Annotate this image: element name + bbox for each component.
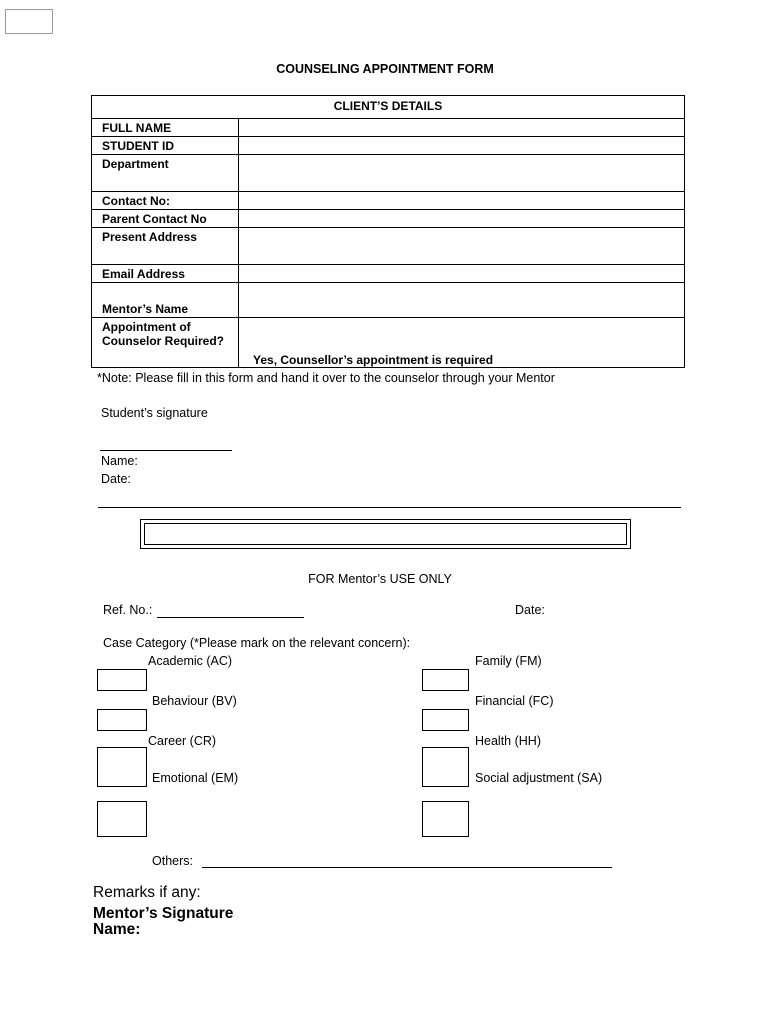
checkbox-career[interactable]: [97, 747, 147, 787]
section-divider: [98, 507, 681, 508]
present-address-input[interactable]: [239, 228, 685, 265]
field-label-department: Department: [92, 155, 239, 192]
mentor-signature-label: Mentor’s Signature: [93, 905, 234, 922]
others-input[interactable]: [202, 867, 612, 868]
mentor-name-label: Name:: [93, 921, 141, 938]
category-label-career: Career (CR): [148, 734, 217, 748]
mentor-name-input[interactable]: [239, 283, 685, 318]
remarks-label: Remarks if any:: [93, 884, 201, 901]
field-label-present-address: Present Address: [92, 228, 239, 265]
category-label-financial: Financial (FC): [475, 694, 554, 708]
field-label-appointment-required: Appointment of Counselor Required?: [92, 318, 239, 368]
checkbox-social-adjustment[interactable]: [422, 801, 469, 837]
appointment-required-value[interactable]: Yes, Counsellor’s appointment is required: [239, 318, 685, 368]
banner-box: [140, 519, 631, 549]
section-header: CLIENT’S DETAILS: [92, 96, 685, 119]
checkbox-behaviour[interactable]: [97, 709, 147, 731]
student-date-label: Date:: [101, 472, 131, 486]
field-label-contact-no: Contact No:: [92, 192, 239, 210]
student-id-input[interactable]: [239, 137, 685, 155]
mentor-signature-block: [93, 906, 233, 938]
checkbox-financial[interactable]: [422, 709, 469, 731]
client-details-table: [91, 95, 685, 368]
corner-box: [5, 9, 53, 34]
category-label-emotional: Emotional (EM): [152, 771, 239, 785]
student-signature-label: Student’s signature: [101, 406, 208, 420]
category-label-social-adjustment: Social adjustment (SA): [475, 771, 603, 785]
form-note: *Note: Please fill in this form and hand it over to the counselor through your Mentor: [97, 371, 555, 385]
field-label-parent-contact: Parent Contact No: [92, 210, 239, 228]
category-label-family: Family (FM): [475, 654, 542, 668]
checkbox-health[interactable]: [422, 747, 469, 787]
student-signature-line[interactable]: [100, 450, 232, 451]
case-category-label: Case Category (*Please mark on the relevant concern):: [103, 636, 411, 650]
email-input[interactable]: [239, 265, 685, 283]
form-title: COUNSELING APPOINTMENT FORM: [276, 62, 494, 76]
department-input[interactable]: [239, 155, 685, 192]
mentor-date-label: Date:: [515, 603, 545, 617]
full-name-input[interactable]: [239, 119, 685, 137]
ref-no-input[interactable]: [157, 617, 304, 618]
others-label: Others:: [152, 854, 193, 868]
field-label-student-id: STUDENT ID: [92, 137, 239, 155]
category-label-health: Health (HH): [475, 734, 541, 748]
checkbox-emotional[interactable]: [97, 801, 147, 837]
contact-no-input[interactable]: [239, 192, 685, 210]
checkbox-family[interactable]: [422, 669, 469, 691]
field-label-mentor-name: Mentor’s Name: [92, 283, 239, 318]
category-label-behaviour: Behaviour (BV): [152, 694, 237, 708]
parent-contact-input[interactable]: [239, 210, 685, 228]
mentor-use-heading: FOR Mentor’s USE ONLY: [308, 572, 452, 586]
field-label-email: Email Address: [92, 265, 239, 283]
student-name-label: Name:: [101, 454, 138, 468]
category-label-academic: Academic (AC): [148, 654, 233, 668]
field-label-full-name: FULL NAME: [92, 119, 239, 137]
ref-no-label: Ref. No.:: [103, 603, 153, 617]
checkbox-academic[interactable]: [97, 669, 147, 691]
